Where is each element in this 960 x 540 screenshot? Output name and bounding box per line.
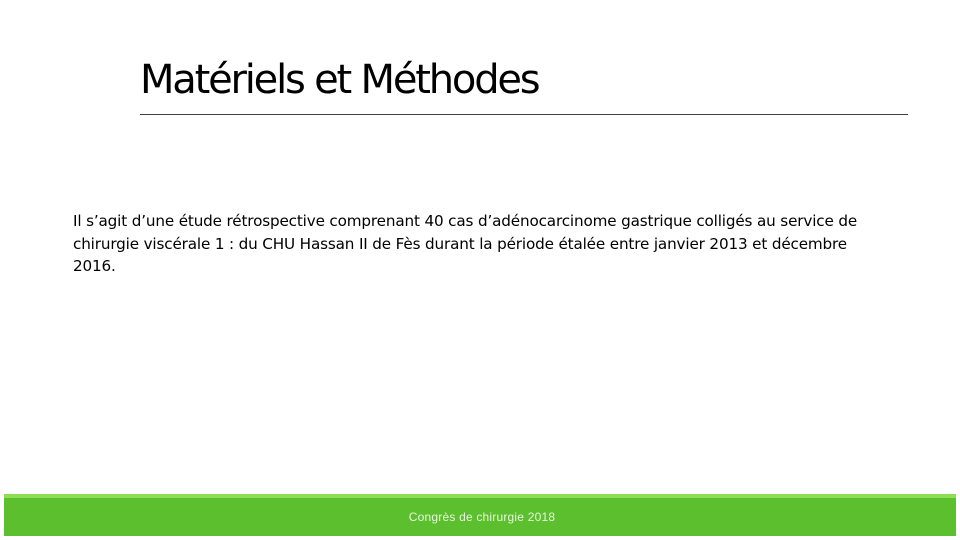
footer-text: Congrès de chirurgie 2018	[408, 510, 556, 524]
slide-title: Matériels et Méthodes	[140, 57, 539, 103]
title-underline	[140, 114, 908, 115]
footer-highlight	[4, 494, 956, 498]
slide-body-text: Il s’agit d’une étude rétrospective comprenant 40 cas d’adénocarcinome gastrique colligés au service de chirurgie viscérale 1 : du CHU Hassan II de Fès durant la période étalée entre janvier 2013 et décembre 2016.	[73, 212, 858, 275]
